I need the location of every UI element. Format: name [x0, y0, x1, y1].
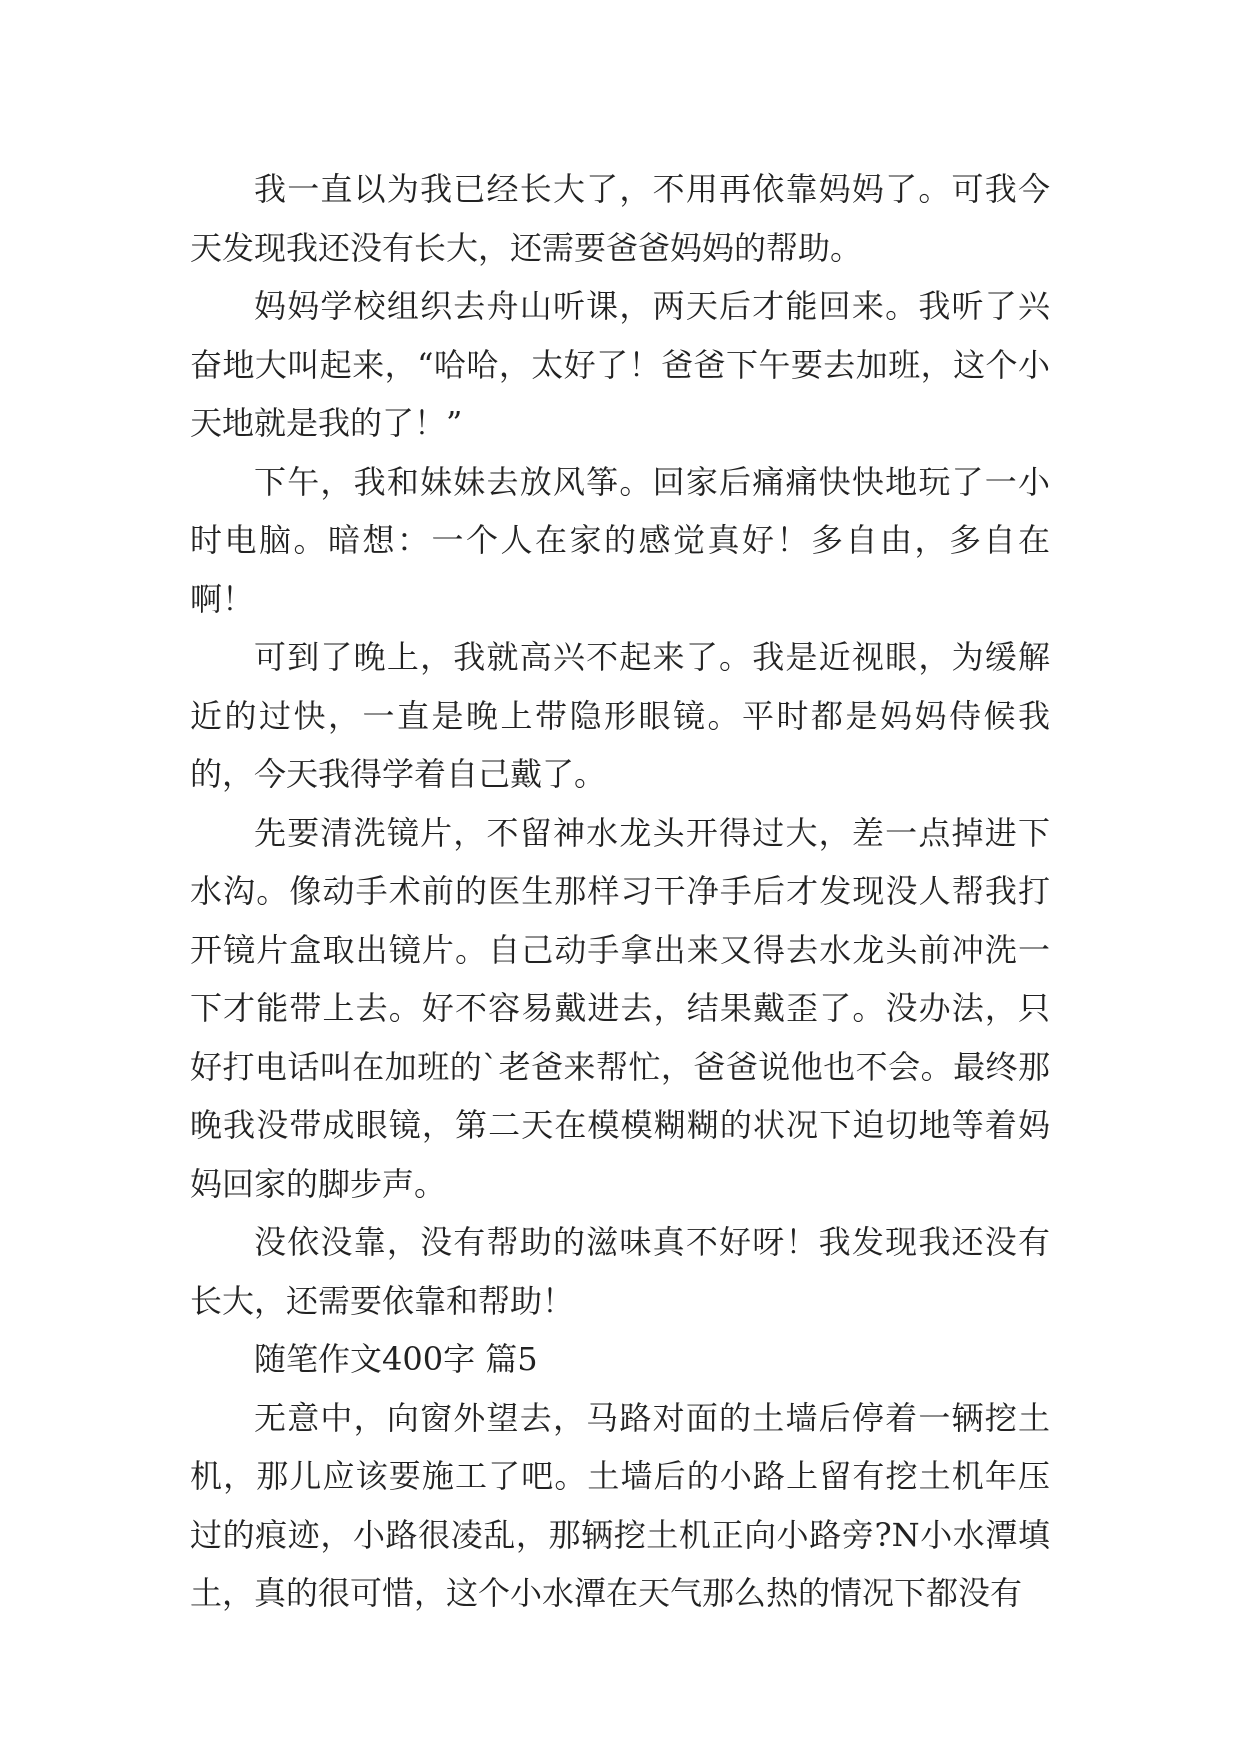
- paragraph-5: 先要清洗镜片，不留神水龙头开得过大，差一点掉进下水沟。像动手术前的医生那样习干净手后才发现没人帮我打开镜片盒取出镜片。自己动手拿出来又得去水龙头前冲洗一下才能带上去。好不容易戴进去，结果戴歪了。没办法，只好打电话叫在加班的`老爸来帮忙，爸爸说他也不会。最终那晚我没带成眼镜，第二天在模模糊糊的状况下迫切地等着妈妈回家的脚步声。: [190, 813, 1050, 1203]
- paragraph-1: 我一直以为我已经长大了，不用再依靠妈妈了。可我今天发现我还没有长大，还需要爸爸妈妈的帮助。: [190, 170, 1050, 267]
- paragraph-6: 没依没靠，没有帮助的滋味真不好呀！我发现我还没有长大，还需要依靠和帮助！: [190, 1223, 1050, 1320]
- paragraph-3: 下午，我和妹妹去放风筝。回家后痛痛快快地玩了一小时电脑。暗想：一个人在家的感觉真好！多自由，多自在啊！: [190, 462, 1050, 618]
- section-heading: 随笔作文400字 篇5: [254, 1340, 538, 1378]
- paragraph-2: 妈妈学校组织去舟山听课，两天后才能回来。我听了兴奋地大叫起来，“哈哈，太好了！爸爸下午要去加班，这个小天地就是我的了！”: [190, 287, 1050, 442]
- document-body: [190, 160, 1050, 1623]
- paragraph-7: 无意中，向窗外望去，马路对面的土墙后停着一辆挖土机，那儿应该要施工了吧。土墙后的小路上留有挖土机年压过的痕迹，小路很凌乱，那辆挖土机正向小路旁?N小水潭填土，真的很可惜，这个小水潭在天气那么热的情况下都没有: [190, 1398, 1050, 1612]
- paragraph-4: 可到了晚上，我就高兴不起来了。我是近视眼，为缓解近的过快，一直是晚上带隐形眼镜。平时都是妈妈侍候我的，今天我得学着自己戴了。: [190, 638, 1050, 793]
